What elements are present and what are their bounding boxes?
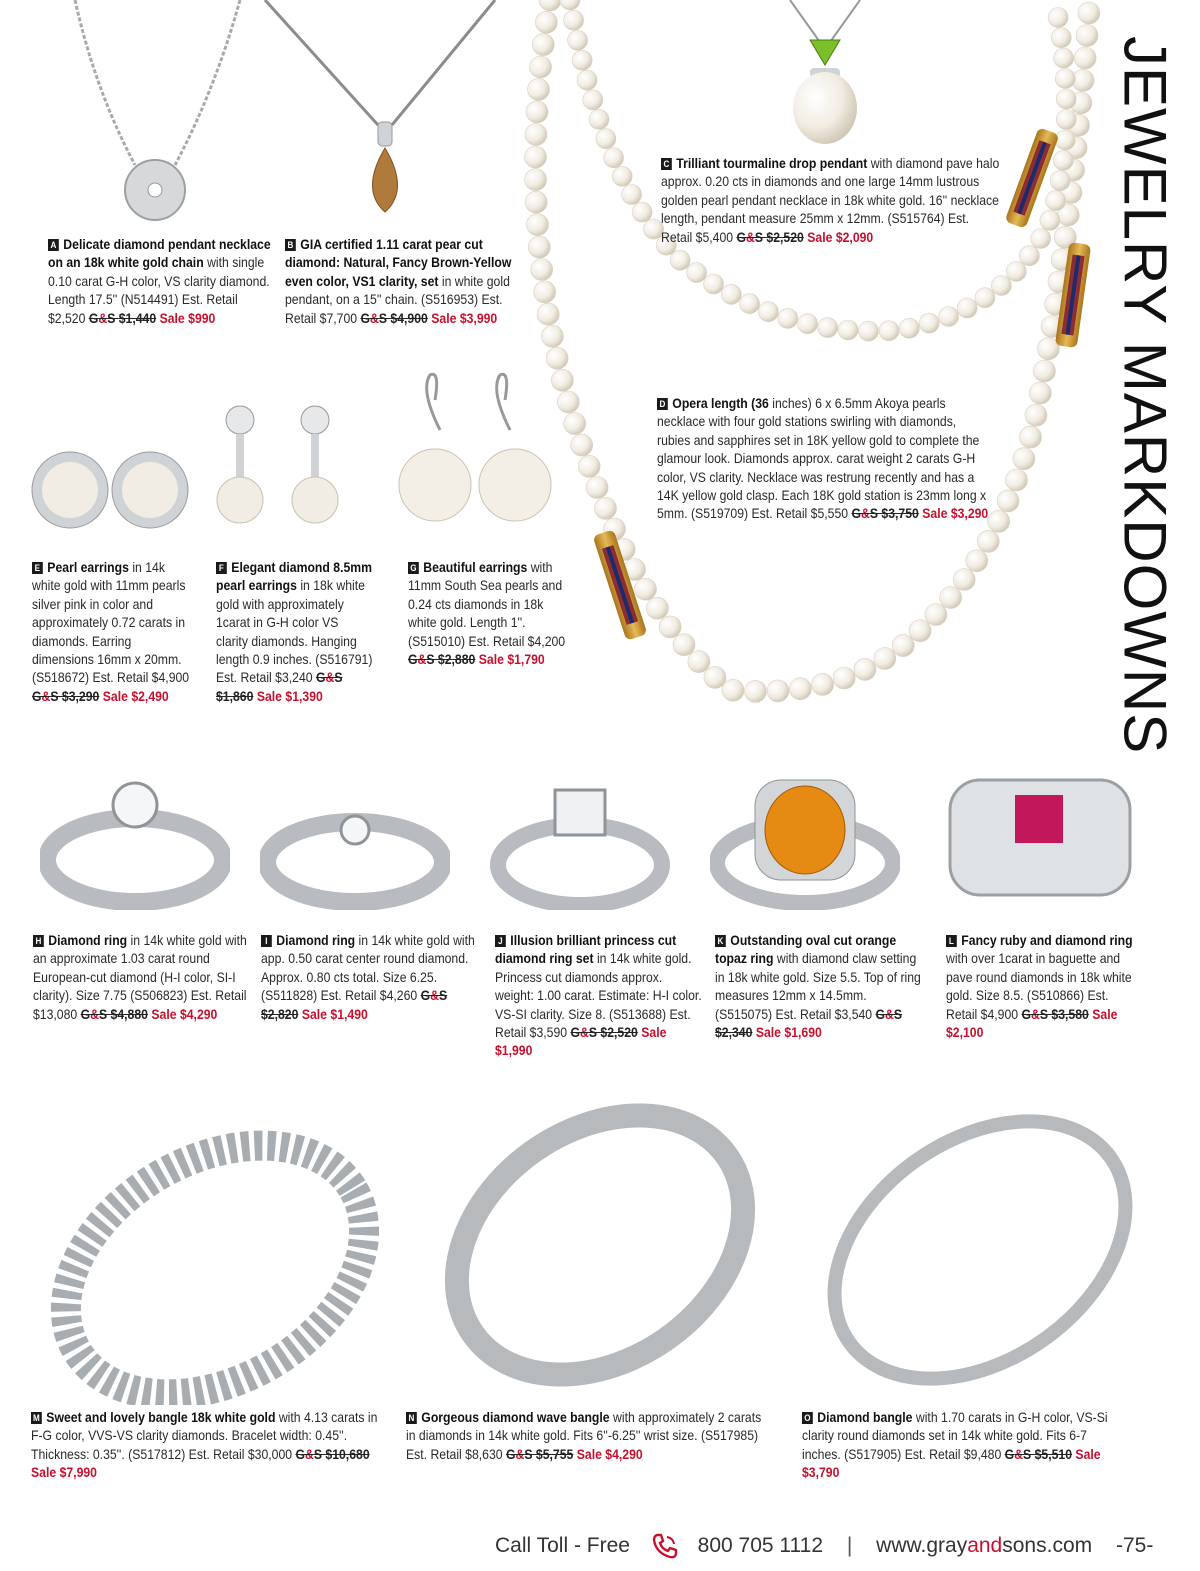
item-h-description [33,932,249,1024]
gs-g: G [88,310,99,326]
item-i-description [261,932,477,1024]
item-c-description [661,155,1003,247]
gs-amp: & [417,652,427,668]
pearl-bead [740,294,760,314]
pearl-bead [1048,8,1068,28]
princess-cut-ring-image [490,785,670,910]
gs-price [408,652,475,667]
gs-amp: & [98,310,108,326]
pearl-bead [758,302,778,322]
pearl-bead [572,50,592,70]
gs-s: S [50,688,62,704]
pearl-bead [527,214,549,236]
pearl-bead [1074,47,1096,69]
pearl-bead [1046,191,1066,211]
diamond-pearl-drop-earrings-image [210,400,350,545]
pearl-bead [528,236,550,258]
pearl-bead [525,146,547,168]
phone-icon [650,1531,680,1561]
sale-price: Sale $990 [159,310,216,326]
pearl-bead [1040,210,1060,230]
item-letter-badge: E [32,562,43,574]
pearl-bead [586,477,608,499]
call-toll-free-label: Call Toll - Free [495,1534,630,1557]
gs-s: S [1039,1006,1052,1022]
gs-amount: $2,880 [437,652,476,668]
pearl-bead [688,651,710,673]
pear-diamond-pendant-image [260,0,510,225]
pearl-bead [539,0,561,11]
item-name: Gorgeous diamond wave bangle [421,1410,610,1425]
item-letter-badge: M [31,1412,42,1424]
gs-s: S [98,1006,111,1022]
pearl-bead [925,604,947,626]
gs-s: S [524,1446,536,1462]
gs-s: S [334,670,343,686]
page-number: -75- [1115,1534,1154,1557]
gs-amp: & [1031,1006,1040,1022]
tourmaline-pearl-pendant-image [770,0,880,150]
gs-s: S [1023,1446,1035,1462]
pearl-bead [541,325,563,347]
pearl-bead [537,303,559,325]
gs-price [89,311,156,326]
pearl-bead [879,321,899,341]
gs-amount: $5,755 [535,1446,574,1462]
gs-amp: & [41,688,51,704]
gs-g: G [315,670,326,686]
item-k-description [715,932,927,1042]
pearl-bead [1050,171,1070,191]
pearl-bead [1020,426,1042,448]
item-name: GIA certified 1.11 carat pear cut diamond: Natural, Fancy Brown-Yellow even color, VS1 clarity, set [285,237,512,289]
website-link[interactable]: www.grayandsons.com [876,1534,1093,1557]
pearl-bead [578,455,600,477]
pearl-bead [722,679,744,701]
item-details: with over 1carat in baguette and pave round diamonds in 18k white gold. Size 8.5. (S510866) Est. Retail $4,900 [946,951,1132,1022]
gs-amount: $10,680 [325,1446,370,1462]
pearl-bead [789,678,811,700]
page-title: JEWELRY MARKDOWNS [1111,36,1179,755]
sale-price: Sale $4,290 [576,1446,643,1462]
pearl-bead [546,347,568,369]
item-name: Beautiful earrings [423,560,528,575]
pearl-bead [1031,229,1051,249]
pearl-bead [1019,246,1039,266]
item-name: Opera length (36 [672,396,769,411]
item-l-description [946,932,1140,1042]
pearl-bead [622,185,642,205]
ruby-diamond-ring-image [945,770,1135,900]
item-letter-badge: G [408,562,419,574]
gs-price [1005,1447,1072,1462]
pearl-bead [1055,69,1075,89]
pearl-bead [859,321,879,341]
pearl-bead [966,550,988,572]
item-name: Delicate diamond pendant necklace on an 18k white gold chain [48,237,271,271]
gs-s: S [426,652,438,668]
item-name: Diamond ring [48,933,128,948]
gs-amount: $3,580 [1051,1006,1089,1022]
item-letter-badge: O [802,1412,813,1424]
pearl-bead [670,250,690,270]
pearl-bead [899,318,919,338]
pearl-bead [704,274,724,294]
gs-price [571,1025,638,1040]
diamond-bangle-image [805,1085,1150,1405]
item-name: Sweet and lovely bangle 18k white gold [46,1410,276,1425]
pearl-bead [812,673,834,695]
pearl-bead [838,320,858,340]
item-o-description [802,1409,1113,1483]
gs-g: G [80,1006,91,1022]
item-details: in 14k white gold. Princess cut diamonds approx. weight: 1.00 carat. Estimate: H-I color. VS-SI clarity. Size 8. (S513688) Est. Retail $3,590 [495,951,702,1041]
gs-amp: & [325,670,335,686]
sale-price: Sale $3,790 [802,1446,1101,1481]
item-name: Pearl earrings [47,560,129,575]
pearl-bead [531,259,553,281]
pearl-bead [557,391,579,413]
gs-amp: & [746,229,755,245]
pearl-bead [1078,2,1100,24]
pearl-bead [632,202,652,222]
pearl-bead [571,434,593,456]
sale-price: Sale $1,990 [495,1025,667,1059]
item-details: with 11mm South Sea pearls and 0.24 cts diamonds in 18k white gold. Length 1''. (S515010) Est. Retail $4,200 [408,560,566,649]
gs-g: G [736,229,747,245]
diamond-wave-bangle-image [430,1080,770,1405]
gs-amount: $4,900 [390,310,428,326]
pearl-bead [939,307,959,327]
gs-amp: & [861,506,870,522]
pearl-bead [1054,48,1074,68]
pearl-bead [1013,448,1035,470]
gs-amp: & [370,310,379,326]
pearl-bead [528,78,550,100]
sale-price: Sale $3,990 [431,310,498,326]
gs-price [851,506,918,521]
item-letter-badge: N [406,1412,417,1424]
gs-amount: $2,520 [600,1025,638,1041]
pearl-bead [833,667,855,689]
pearl-bead [612,166,632,186]
gs-amp: & [1014,1446,1024,1462]
pearl-bead [534,281,556,303]
pearl-bead [940,587,962,609]
pearl-bead [767,680,789,702]
item-letter-badge: B [285,239,296,251]
gs-amp: & [515,1446,525,1462]
sale-price: Sale $1,790 [478,652,545,668]
item-details: with single 0.10 carat G-H color, VS clarity diamond. Length 17.5'' (N514491) Est. Retail $2,520 [48,255,270,326]
gs-amount: $2,820 [261,1006,299,1022]
gs-price [506,1447,573,1462]
gs-g: G [420,988,431,1004]
pearl-bead [560,0,580,10]
item-details: with 1.70 carats in G-H color, VS-Si clarity round diamonds set in 14k white gold. Fits 6-7 inches. (S517905) Est. Retail $9,480 [802,1410,1108,1462]
sale-price: Sale $4,290 [151,1006,218,1022]
gs-amount: $2,520 [766,229,804,245]
item-letter-badge: C [661,158,672,170]
pearl-bead [778,308,798,328]
sale-price: Sale $1,490 [301,1006,368,1022]
gs-s: S [754,229,767,245]
item-details: inches) 6 x 6.5mm Akoya pearls necklace with four gold stations swirling with diamonds, rubies and sapphires set in 18K yellow gold to complete the glamour look. Diamonds approx. carat weight 2 carats G-H color, VS clarity. Necklace was restrung recently and has a 14K yellow gold clasp. Each 18K gold station is 23mm long x 5mm. (S519709) Est. Retail $5,550 [657,396,987,522]
pearl-bead [525,191,547,213]
item-j-description [495,932,702,1061]
filigree-diamond-bangle-image [40,1085,385,1405]
pearl-bead [1006,469,1028,491]
pearl-bead [526,101,548,123]
item-b-description [285,236,519,328]
gs-g: G [1004,1446,1015,1462]
sale-price: Sale $2,090 [807,229,874,245]
pearl-bead [525,169,547,191]
gs-s: S [438,988,448,1004]
pearl-bead [646,597,668,619]
item-name: Outstanding oval cut orange topaz ring [715,933,897,967]
gs-price [361,311,428,326]
item-letter-badge: H [33,935,44,947]
pearl-bead [1056,110,1076,130]
item-details: with diamond claw setting in 18k white gold. Size 5.5. Top of ring measures 12mm x 14.5mm. (S515075) Est. Retail $3,540 [715,951,921,1022]
pearl-bead [957,298,977,318]
gs-s: S [869,506,882,522]
gs-s: S [588,1025,601,1041]
gs-g: G [505,1446,516,1462]
pearl-bead [564,413,586,435]
pearl-bead [704,666,726,688]
pearl-bead [596,129,616,149]
gs-price [737,230,804,245]
item-details: in 14k white gold with 11mm pearls silver pink in color and approximately 0.72 carats in diamonds. Earring dimensions 16mm x 20mm. (S518672) Est. Retail $4,900 [32,560,190,686]
gs-amount: $5,510 [1034,1446,1073,1462]
pearl-bead [659,616,681,638]
footer [495,1531,1185,1571]
item-name: Fancy ruby and diamond ring [961,933,1133,948]
item-letter-badge: K [715,935,726,947]
pearl-bead [909,620,931,642]
european-cut-diamond-ring-image [40,770,230,910]
pearl-bead [1029,382,1051,404]
pearl-bead [532,34,554,56]
gs-g: G [1021,1006,1032,1022]
pearl-bead [798,314,818,334]
item-letter-badge: F [216,562,227,574]
pearl-bead [892,635,914,657]
sale-price: Sale $3,290 [922,506,989,522]
gs-amp: & [580,1025,589,1041]
item-f-description [216,559,374,706]
item-details: with 4.13 carats in F-G color, VVS-VS clarity diamonds. Bracelet width: 0.45''. Thickness: 0.35''. (S517812) Est. Retail $30,000 [31,1410,378,1462]
item-name: Trilliant tourmaline drop pendant [676,156,868,171]
gs-amount: $1,860 [216,688,254,704]
gs-amount: $1,440 [118,310,157,326]
gs-g: G [295,1446,305,1462]
item-a-description [48,236,273,328]
gs-amp: & [304,1446,314,1462]
gs-amp: & [90,1006,99,1022]
pearl-bead [977,530,999,552]
gs-price [81,1007,148,1022]
pearl-bead [953,569,975,591]
gs-amp: & [885,1006,894,1022]
pearl-bead [1006,261,1026,281]
sale-price: Sale $1,690 [755,1025,822,1041]
item-details: in 14k white gold with an approximate 1.03 carat round European-cut diamond (H-I color, SI-I clarity). Size 7.75 (S506823) Est. Retail $13,080 [33,933,247,1022]
pearl-bead [530,56,552,78]
item-details: with diamond pave halo approx. 0.20 cts in diamonds and one large 14mm lustrous golden pearl pendant necklace in 18k white gold. 16'' necklace length, pendant measure 25mm x 12mm. (S515764) Est. Retail $5,400 [661,156,1000,245]
pearl-bead [604,148,624,168]
item-letter-badge: D [657,398,668,410]
pearl-bead [1076,25,1098,47]
pearl-bead [975,288,995,308]
item-name: Elegant diamond 8.5mm pearl earrings [216,560,373,594]
item-details: in white gold pendant, on a 15'' chain. (S516953) Est. Retail $7,700 [285,273,510,326]
pearl-bead [595,497,617,519]
pearl-bead [1056,89,1076,109]
item-n-description [406,1409,766,1464]
pearl-bead [687,263,707,283]
pearl-bead [1034,360,1056,382]
gs-g: G [851,506,862,522]
item-letter-badge: J [495,935,506,947]
sale-price: Sale $1,390 [256,688,323,704]
gs-amount: $2,340 [715,1025,753,1041]
gs-price [1022,1007,1089,1022]
pearl-bead [635,578,657,600]
pearl-bead [745,680,767,702]
gs-amount: $4,880 [110,1006,148,1022]
gs-price [295,1447,369,1462]
pearl-bead [874,648,896,670]
gs-g: G [570,1025,581,1041]
pearl-bead [589,109,609,129]
pearl-bead [997,490,1019,512]
item-name: Diamond bangle [817,1410,913,1425]
pearl-bead [564,10,584,30]
item-letter-badge: I [261,935,272,947]
gs-g: G [32,688,42,704]
item-m-description [31,1409,387,1483]
gs-amp: & [430,988,439,1004]
gs-g: G [875,1006,886,1022]
gs-g: G [408,652,418,668]
orange-topaz-ring-image [710,775,900,910]
diamond-pendant-necklace-image [55,0,255,225]
footer-separator: | [846,1534,853,1557]
sale-price: Sale $7,990 [31,1465,97,1481]
pearl-bead [919,313,939,333]
item-d-description [657,395,990,524]
pearl-bead [673,634,695,656]
pearl-bead [577,70,597,90]
item-g-description [408,559,566,669]
gs-amount: $3,290 [61,688,100,704]
gs-s: S [893,1006,903,1022]
pearl-bead [854,658,876,680]
item-details: in 14k white gold with app. 0.50 carat center round diamond. Approx. 0.80 cts total. Size 6.25. (S511828) Est. Retail $4,260 [261,933,475,1004]
item-details: in 18k white gold with approximately 1carat in G-H color VS clarity diamonds. Hanging length 0.9 inches. (S516791) Est. Retail $3,240 [216,578,373,686]
gs-s: S [313,1446,326,1462]
item-details: with approximately 2 carats in diamonds in 14k white gold. Fits 6''-6.25'' wrist size. (S517985) Est. Retail $8,630 [406,1410,762,1462]
pearl-earrings-image [30,445,190,540]
gs-amount: $3,750 [881,506,919,522]
pearl-bead [721,284,741,304]
pearl-bead [1051,28,1071,48]
pearl-bead [1055,130,1075,150]
pearl-bead [535,11,557,33]
gs-s: S [378,310,391,326]
sale-price: Sale $2,100 [946,1006,1118,1041]
item-letter-badge: L [946,935,957,947]
item-e-description [32,559,190,706]
pearl-bead [568,30,588,50]
gs-s: S [107,310,119,326]
pearl-bead [1053,150,1073,170]
phone-number[interactable]: 800 705 1112 [697,1534,824,1557]
diamond-ring-image [260,800,450,910]
sale-price: Sale $2,490 [102,688,169,704]
pearl-bead [991,276,1011,296]
gs-price [32,689,99,704]
south-sea-pearl-earrings-image [390,370,560,530]
pearl-bead [988,510,1010,532]
item-letter-badge: A [48,239,59,251]
item-name: Illusion brilliant princess cut diamond ring set [495,933,677,967]
pearl-bead [818,318,838,338]
pearl-bead [525,124,547,146]
pearl-bead [1025,404,1047,426]
gs-g: G [360,310,371,326]
pearl-bead [583,90,603,110]
item-name: Diamond ring [276,933,356,948]
